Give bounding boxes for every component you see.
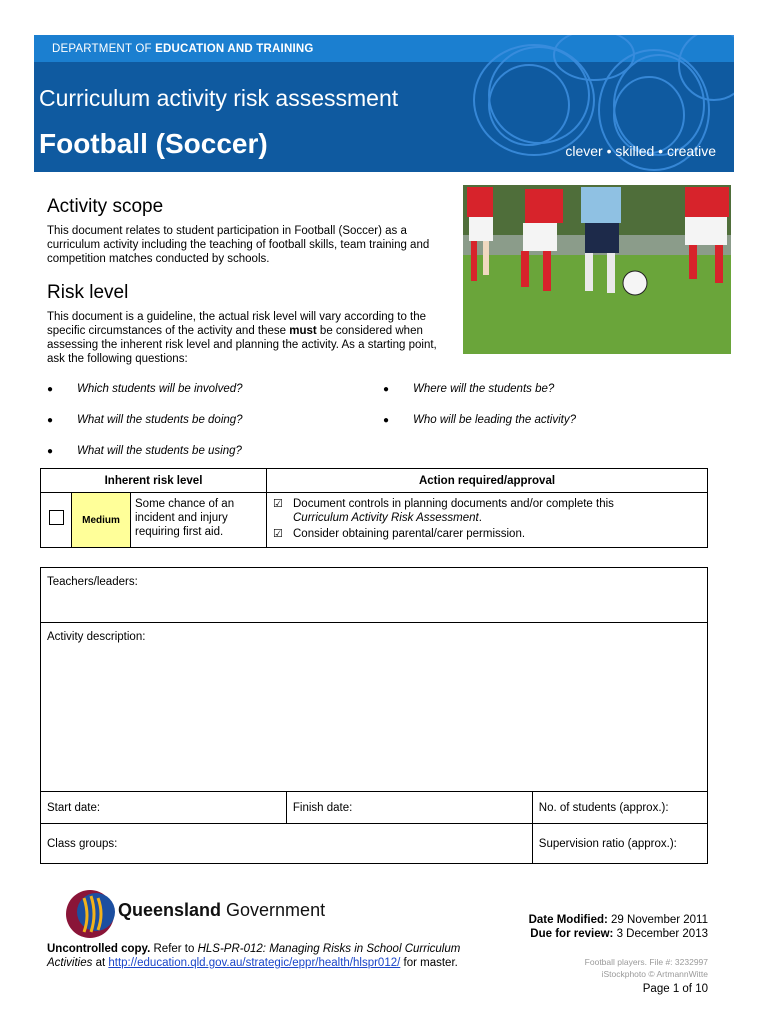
risk-level-badge: Medium: [72, 493, 131, 548]
finish-date-field[interactable]: Finish date:: [286, 792, 532, 824]
checked-box-icon: ☑: [273, 528, 283, 540]
question-item: ● What will the students be doing?: [47, 414, 243, 426]
risk-table: [40, 468, 708, 548]
risk-checkbox[interactable]: [49, 510, 64, 525]
class-groups-field[interactable]: Class groups:: [41, 824, 533, 864]
risk-level-text: This document is a guideline, the actual risk level will vary according to the specific circumstances of the activity and these must be considered when assessing the inherent risk level and planning the activity. As a starting point, ask the following questions:: [47, 311, 437, 365]
header-banner: [34, 35, 734, 172]
question-item: ● Which students will be involved?: [47, 383, 243, 395]
action-list: [267, 493, 708, 548]
risk-description: Some chance of an incident and injury requiring first aid.: [131, 493, 267, 548]
start-date-field[interactable]: Start date:: [41, 792, 287, 824]
photo-credit: Football players. File #: 3232997 iStockphoto © ArtmannWitte: [584, 957, 708, 979]
teachers-field[interactable]: Teachers/leaders:: [41, 568, 708, 623]
activity-details-form: [40, 567, 708, 864]
page-number: Page 1 of 10: [642, 983, 708, 995]
activity-scope-heading: Activity scope: [47, 196, 164, 217]
queensland-government-logo-icon: [62, 886, 118, 942]
question-item: ● Who will be leading the activity?: [383, 414, 576, 426]
document-subtitle: Curriculum activity risk assessment: [39, 85, 399, 111]
queensland-government-wordmark: Queensland Government: [118, 900, 326, 920]
master-document-link[interactable]: http://education.qld.gov.au/strategic/eppr/health/hlspr012/: [108, 957, 401, 969]
tagline: clever • skilled • creative: [565, 143, 716, 159]
risk-level-heading: Risk level: [47, 282, 129, 303]
checked-box-icon: ☑: [273, 498, 283, 510]
department-name: DEPARTMENT OF EDUCATION AND TRAINING: [52, 43, 314, 55]
uncontrolled-copy-notice: Uncontrolled copy. Refer to HLS-PR-012: Managing Risks in School Curriculum Activities at http://education.qld.gov.au/strategic/eppr/health/hlspr012/ for master.: [47, 943, 461, 969]
activity-description-field[interactable]: Activity description:: [41, 623, 708, 792]
risk-checkbox-cell: [41, 493, 72, 548]
activity-scope-text: This document relates to student participation in Football (Soccer) as a curriculum activity including the teaching of football skills, team training and competition matches conducted by schools.: [47, 225, 430, 265]
action-item: ☑ Document controls in planning documents and/or complete this Curriculum Activity Risk Assessment.: [273, 498, 614, 524]
supervision-ratio-field[interactable]: Supervision ratio (approx.):: [532, 824, 707, 864]
football-players-photo: [463, 185, 731, 354]
question-item: ● What will the students be using?: [47, 445, 242, 457]
question-item: ● Where will the students be?: [383, 383, 555, 395]
action-item: ☑ Consider obtaining parental/carer permission.: [273, 528, 526, 540]
document-dates: Date Modified: 29 November 2011 Due for review: 3 December 2013: [528, 914, 708, 940]
page-title: Football (Soccer): [39, 128, 268, 159]
action-column-header: Action required/approval: [267, 469, 708, 493]
number-of-students-field[interactable]: No. of students (approx.):: [532, 792, 707, 824]
risk-level-column-header: Inherent risk level: [41, 469, 267, 493]
